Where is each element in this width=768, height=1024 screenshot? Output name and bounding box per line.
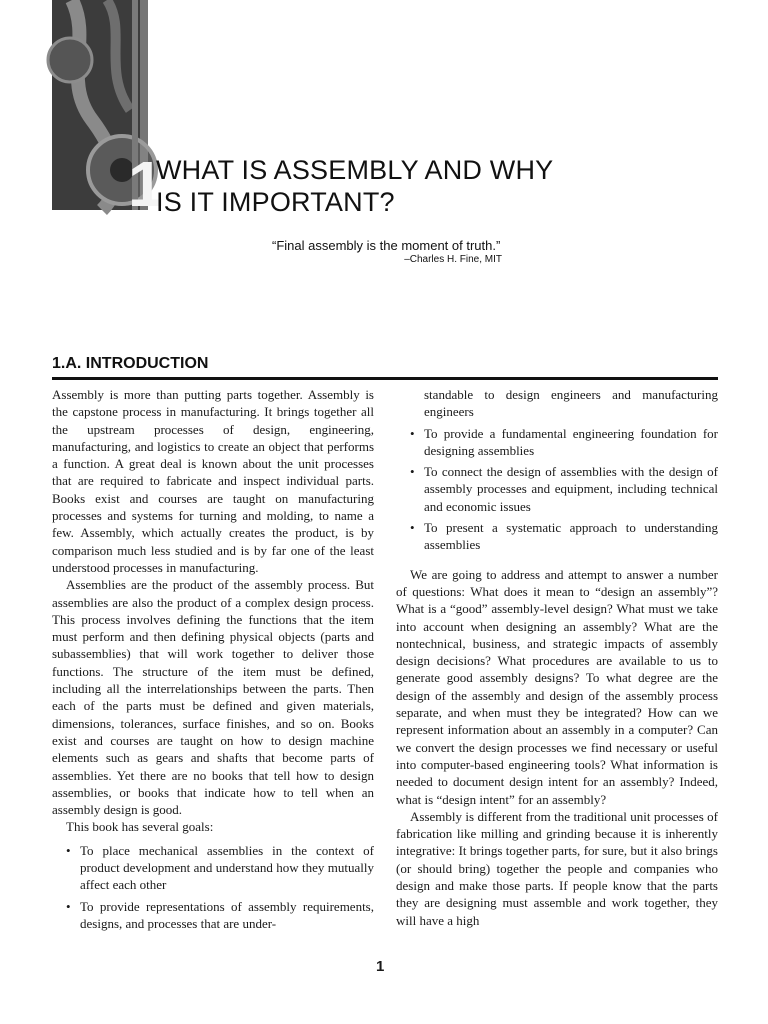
paragraph: Assembly is more than putting parts together. Assembly is the capstone process in manufacturing. It brings together all the upstream processes of design, engineering, manufacturing, and logistics to create an object that performs a function. A great deal is known about the unit processes that are required to fabricate and inspect individual parts. Books exist and courses are taught on manufacturing processes and systems for turning and molding, to name a few. Assembly, which actually creates the product, is by comparison much less studied and is by far one of the least understood processes in manufacturing. bbox=[52, 387, 374, 575]
left-column bbox=[52, 386, 374, 936]
goals-list-continued bbox=[396, 386, 718, 554]
paragraph: This book has several goals: bbox=[66, 819, 214, 835]
right-column bbox=[396, 386, 718, 929]
epigraph bbox=[272, 238, 502, 265]
goals-list bbox=[52, 842, 374, 932]
list-item: • To present a systematic approach to understanding assemblies bbox=[410, 519, 718, 554]
chapter-title-line1: WHAT IS ASSEMBLY AND WHY bbox=[156, 155, 554, 185]
list-item: • To provide a fundamental engineering foundation for designing assemblies bbox=[410, 425, 718, 460]
list-item: • To place mechanical assemblies in the context of product development and understand how they mutually affect each other bbox=[66, 842, 374, 894]
paragraph: Assembly is different from the traditional unit processes of fabrication like milling and grinding because it is inherently integrative: It brings together parts, for sure, but it also brings (or should bring) together the people and companies who design and make those parts. If people know that the parts they are designing must assemble and work together, they will have a high bbox=[396, 808, 718, 928]
page-number: 1 bbox=[376, 958, 385, 975]
epigraph-attribution: –Charles H. Fine, MIT bbox=[404, 254, 502, 265]
section-rule bbox=[52, 377, 718, 380]
paragraph: Assemblies are the product of the assembly process. But assemblies are also the product of a complex design process. This process involves defining the functions that the item must perform and then defining physical objects (parts and subassemblies) that will work together to deliver those functions. The structure of the item must be defined, including all the interrelationships between the parts. Then each of the parts must be defined and given materials, dimensions, tolerances, surface finishes, and so on. Books exist and courses are taught on how to design machine elements such as gears and shafts that become parts of assemblies. Yet there are no books that tell how to design assemblies, or books that indicate how to tell when an assembly design is good. bbox=[52, 577, 374, 818]
list-item-continuation: standable to design engineers and manufacturing engineers bbox=[424, 387, 718, 420]
list-item: • To provide representations of assembly requirements, designs, and processes that are under- bbox=[66, 898, 374, 933]
section-heading: 1.A. INTRODUCTION bbox=[52, 355, 209, 372]
chapter-gear-illustration bbox=[52, 0, 164, 220]
list-item: • To connect the design of assemblies with the design of assembly processes and equipment, including technical and economic issues bbox=[410, 463, 718, 515]
chapter-number: 1 bbox=[128, 148, 164, 220]
chapter-title-line2: IS IT IMPORTANT? bbox=[156, 187, 395, 217]
chapter-title bbox=[156, 154, 553, 218]
paragraph: We are going to address and attempt to answer a number of questions: What does it mean to “design an assembly”? What is a “good” assembly-level design? What must we take into account when designing an assembly? What are the nontechnical, business, and strategic impacts of assembly design decisions? What procedures are available to us to generate good assembly designs? To what degree are the design of the assembly and design of the assembly process separate, and when must they be integrated? How can we represent information about an assembly in a computer? Can we convert the design processes we find necessary or useful into computer-based engineering tools? What information is needed to document design intent for an assembly? Indeed, what is “design intent” for an assembly? bbox=[396, 566, 718, 807]
epigraph-quote: “Final assembly is the moment of truth.” bbox=[272, 238, 501, 253]
